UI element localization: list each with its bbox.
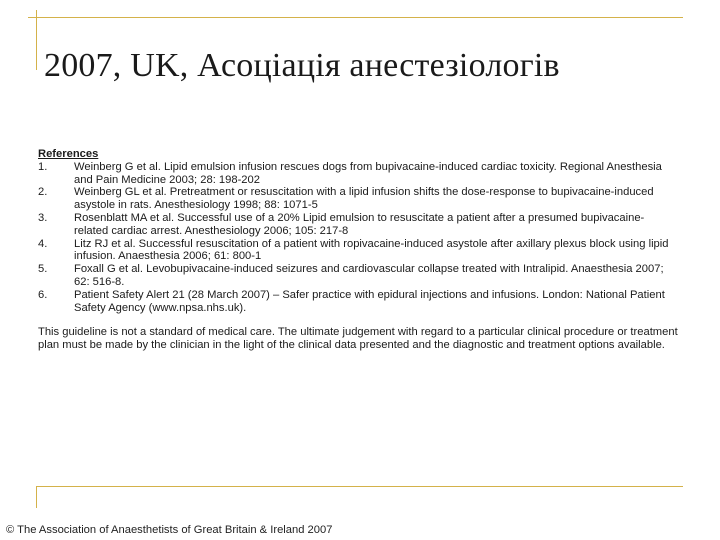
frame-bottom-line	[36, 486, 683, 487]
disclaimer-text: This guideline is not a standard of medical care. The ultimate judgement with regard to a particular clinical procedure or treatment plan must be made by the clinician in the light of the clinical data presented and the diagnostic and treatment options available.	[38, 326, 678, 352]
copyright-text: © The Association of Anaesthetists of Great Britain & Ireland 2007	[6, 524, 333, 536]
references-heading: References	[38, 148, 99, 160]
reference-item	[38, 238, 678, 264]
reference-number: 1.	[38, 160, 48, 173]
reference-text: Weinberg G et al. Lipid emulsion infusion rescues dogs from bupivacaine-induced cardiac toxicity. Regional Anesthesia and Pain Medicine 2003; 28: 198-202	[74, 160, 662, 186]
reference-text: Rosenblatt MA et al. Successful use of a 20% Lipid emulsion to resuscitate a patient after a presumed bupivacaine-related cardiac arrest. Anesthesiology 2006; 105: 217-8	[74, 211, 645, 237]
reference-item	[38, 161, 678, 187]
reference-number: 3.	[38, 211, 48, 224]
reference-number: 4.	[38, 237, 48, 250]
reference-text: Patient Safety Alert 21 (28 March 2007) – Safer practice with epidural injections and infusions. London: National Patient Safety Agency (www.npsa.nhs.uk).	[74, 288, 665, 314]
reference-number: 6.	[38, 288, 48, 301]
slide-title: 2007, UK, Асоціація анестезіологів	[44, 47, 560, 84]
reference-item	[38, 289, 678, 315]
reference-text: Foxall G et al. Levobupivacaine-induced seizures and cardiovascular collapse treated with Intralipid. Anaesthesia 2007; 62: 516-8.	[74, 263, 664, 288]
reference-text: Litz RJ et al. Successful resuscitation of a patient with ropivacaine-induced asystole after axillary plexus block using lipid infusion. Anaesthesia 2006; 61: 800-1	[74, 237, 669, 263]
frame-bottom-vertical-line	[36, 486, 37, 508]
frame-left-line	[36, 10, 37, 70]
reference-text: Weinberg GL et al. Pretreatment or resuscitation with a lipid infusion shifts the dose-response to bupivacaine-induced asystole in rats. Anesthesiology 1998; 88: 1071-5	[74, 186, 654, 212]
reference-item	[38, 263, 678, 289]
frame-top-line	[28, 17, 683, 18]
reference-item	[38, 212, 678, 238]
references-list	[38, 161, 678, 315]
reference-number: 2.	[38, 186, 48, 199]
reference-number: 5.	[38, 263, 48, 276]
reference-item	[38, 186, 678, 212]
document-body	[38, 148, 678, 363]
